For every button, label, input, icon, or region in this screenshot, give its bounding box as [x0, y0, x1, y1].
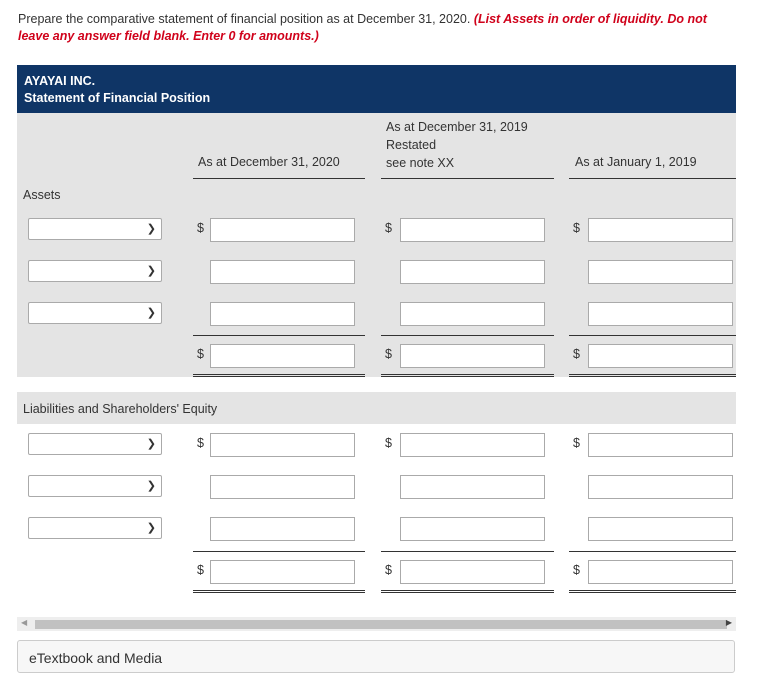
asset-amount-2020-2[interactable] — [210, 260, 355, 284]
horizontal-scrollbar[interactable] — [17, 617, 736, 631]
asset-row-2 — [17, 251, 736, 293]
company-name: AYAYAI INC. — [24, 74, 96, 88]
statement-header — [17, 65, 736, 113]
column-header-2019-line1: As at December 31, 2019 — [386, 120, 528, 134]
liability-amount-jan2019-3[interactable] — [588, 517, 733, 541]
section-liabilities-row — [17, 392, 736, 424]
total-assets-2020[interactable] — [210, 344, 355, 368]
chevron-down-icon: ❯ — [146, 265, 156, 277]
asset-account-select-1[interactable] — [28, 218, 162, 240]
liability-account-select-2[interactable] — [28, 475, 162, 497]
asset-amount-2020-1[interactable] — [210, 218, 355, 242]
liability-row-1 — [17, 424, 736, 466]
asset-amount-2020-3[interactable] — [210, 302, 355, 326]
liability-account-select-1[interactable] — [28, 433, 162, 455]
dollar-sign: $ — [197, 563, 204, 577]
total-liabilities-row — [17, 551, 736, 593]
header-underline — [381, 178, 554, 179]
liability-row-3 — [17, 508, 736, 550]
column-header-2019-line2: Restated — [386, 138, 437, 152]
column-headers — [17, 113, 736, 209]
dollar-sign: $ — [197, 221, 204, 235]
dollar-sign: $ — [573, 347, 580, 361]
asset-amount-jan2019-2[interactable] — [588, 260, 733, 284]
asset-amount-jan2019-3[interactable] — [588, 302, 733, 326]
double-underline — [193, 374, 365, 377]
instructions-text: Prepare the comparative statement of financial position as at December 31, 2020. — [18, 12, 471, 26]
section-assets: Assets — [23, 188, 61, 202]
total-liabilities-2019[interactable] — [400, 560, 545, 584]
asset-amount-jan2019-1[interactable] — [588, 218, 733, 242]
total-assets-row — [17, 335, 736, 377]
total-liabilities-jan2019[interactable] — [588, 560, 733, 584]
dollar-sign: $ — [573, 436, 580, 450]
subtotal-line — [193, 551, 365, 552]
double-underline — [193, 590, 365, 593]
statement-panel — [17, 65, 736, 600]
double-underline — [381, 374, 554, 377]
scroll-right-icon[interactable]: ▶ — [725, 618, 732, 627]
double-underline — [569, 590, 736, 593]
instructions-emphasis: (List Assets in order of liquidity. Do not leave any answer field blank. Enter 0 for amounts.) — [18, 12, 707, 43]
column-header-2020: As at December 31, 2020 — [198, 155, 340, 169]
asset-amount-2019-2[interactable] — [400, 260, 545, 284]
liability-amount-2019-1[interactable] — [400, 433, 545, 457]
liability-row-2 — [17, 466, 736, 508]
dollar-sign: $ — [197, 347, 204, 361]
liability-account-select-3[interactable] — [28, 517, 162, 539]
chevron-down-icon: ❯ — [146, 307, 156, 319]
subtotal-line — [381, 335, 554, 336]
subtotal-line — [569, 335, 736, 336]
liability-amount-2020-3[interactable] — [210, 517, 355, 541]
asset-account-select-2[interactable] — [28, 260, 162, 282]
asset-row-1 — [17, 209, 736, 251]
subtotal-line — [193, 335, 365, 336]
header-underline — [193, 178, 365, 179]
subtotal-line — [569, 551, 736, 552]
scrollbar-thumb[interactable] — [35, 620, 727, 629]
asset-amount-2019-1[interactable] — [400, 218, 545, 242]
liability-amount-jan2019-1[interactable] — [588, 433, 733, 457]
dollar-sign: $ — [385, 563, 392, 577]
liability-amount-2020-2[interactable] — [210, 475, 355, 499]
statement-title: Statement of Financial Position — [24, 91, 211, 105]
chevron-down-icon: ❯ — [146, 522, 156, 534]
column-header-jan-2019: As at January 1, 2019 — [575, 155, 697, 169]
double-underline — [381, 590, 554, 593]
etextbook-media-button[interactable] — [17, 640, 735, 673]
column-header-2019-line3: see note XX — [386, 156, 455, 170]
total-assets-2019[interactable] — [400, 344, 545, 368]
total-liabilities-2020[interactable] — [210, 560, 355, 584]
total-assets-jan2019[interactable] — [588, 344, 733, 368]
dollar-sign: $ — [385, 221, 392, 235]
section-liabilities: Liabilities and Shareholders' Equity — [23, 402, 218, 416]
scroll-left-icon[interactable]: ◀ — [21, 618, 28, 627]
dollar-sign: $ — [385, 347, 392, 361]
liability-amount-2020-1[interactable] — [210, 433, 355, 457]
dollar-sign: $ — [385, 436, 392, 450]
asset-row-3 — [17, 293, 736, 335]
subtotal-line — [381, 551, 554, 552]
chevron-down-icon: ❯ — [146, 223, 156, 235]
etextbook-media-label: eTextbook and Media — [29, 650, 163, 666]
asset-account-select-3[interactable] — [28, 302, 162, 324]
instructions — [18, 11, 738, 45]
chevron-down-icon: ❯ — [146, 480, 156, 492]
header-underline — [569, 178, 736, 179]
dollar-sign: $ — [197, 436, 204, 450]
asset-amount-2019-3[interactable] — [400, 302, 545, 326]
liability-amount-2019-2[interactable] — [400, 475, 545, 499]
dollar-sign: $ — [573, 563, 580, 577]
chevron-down-icon: ❯ — [146, 438, 156, 450]
dollar-sign: $ — [573, 221, 580, 235]
liability-amount-2019-3[interactable] — [400, 517, 545, 541]
double-underline — [569, 374, 736, 377]
liability-amount-jan2019-2[interactable] — [588, 475, 733, 499]
